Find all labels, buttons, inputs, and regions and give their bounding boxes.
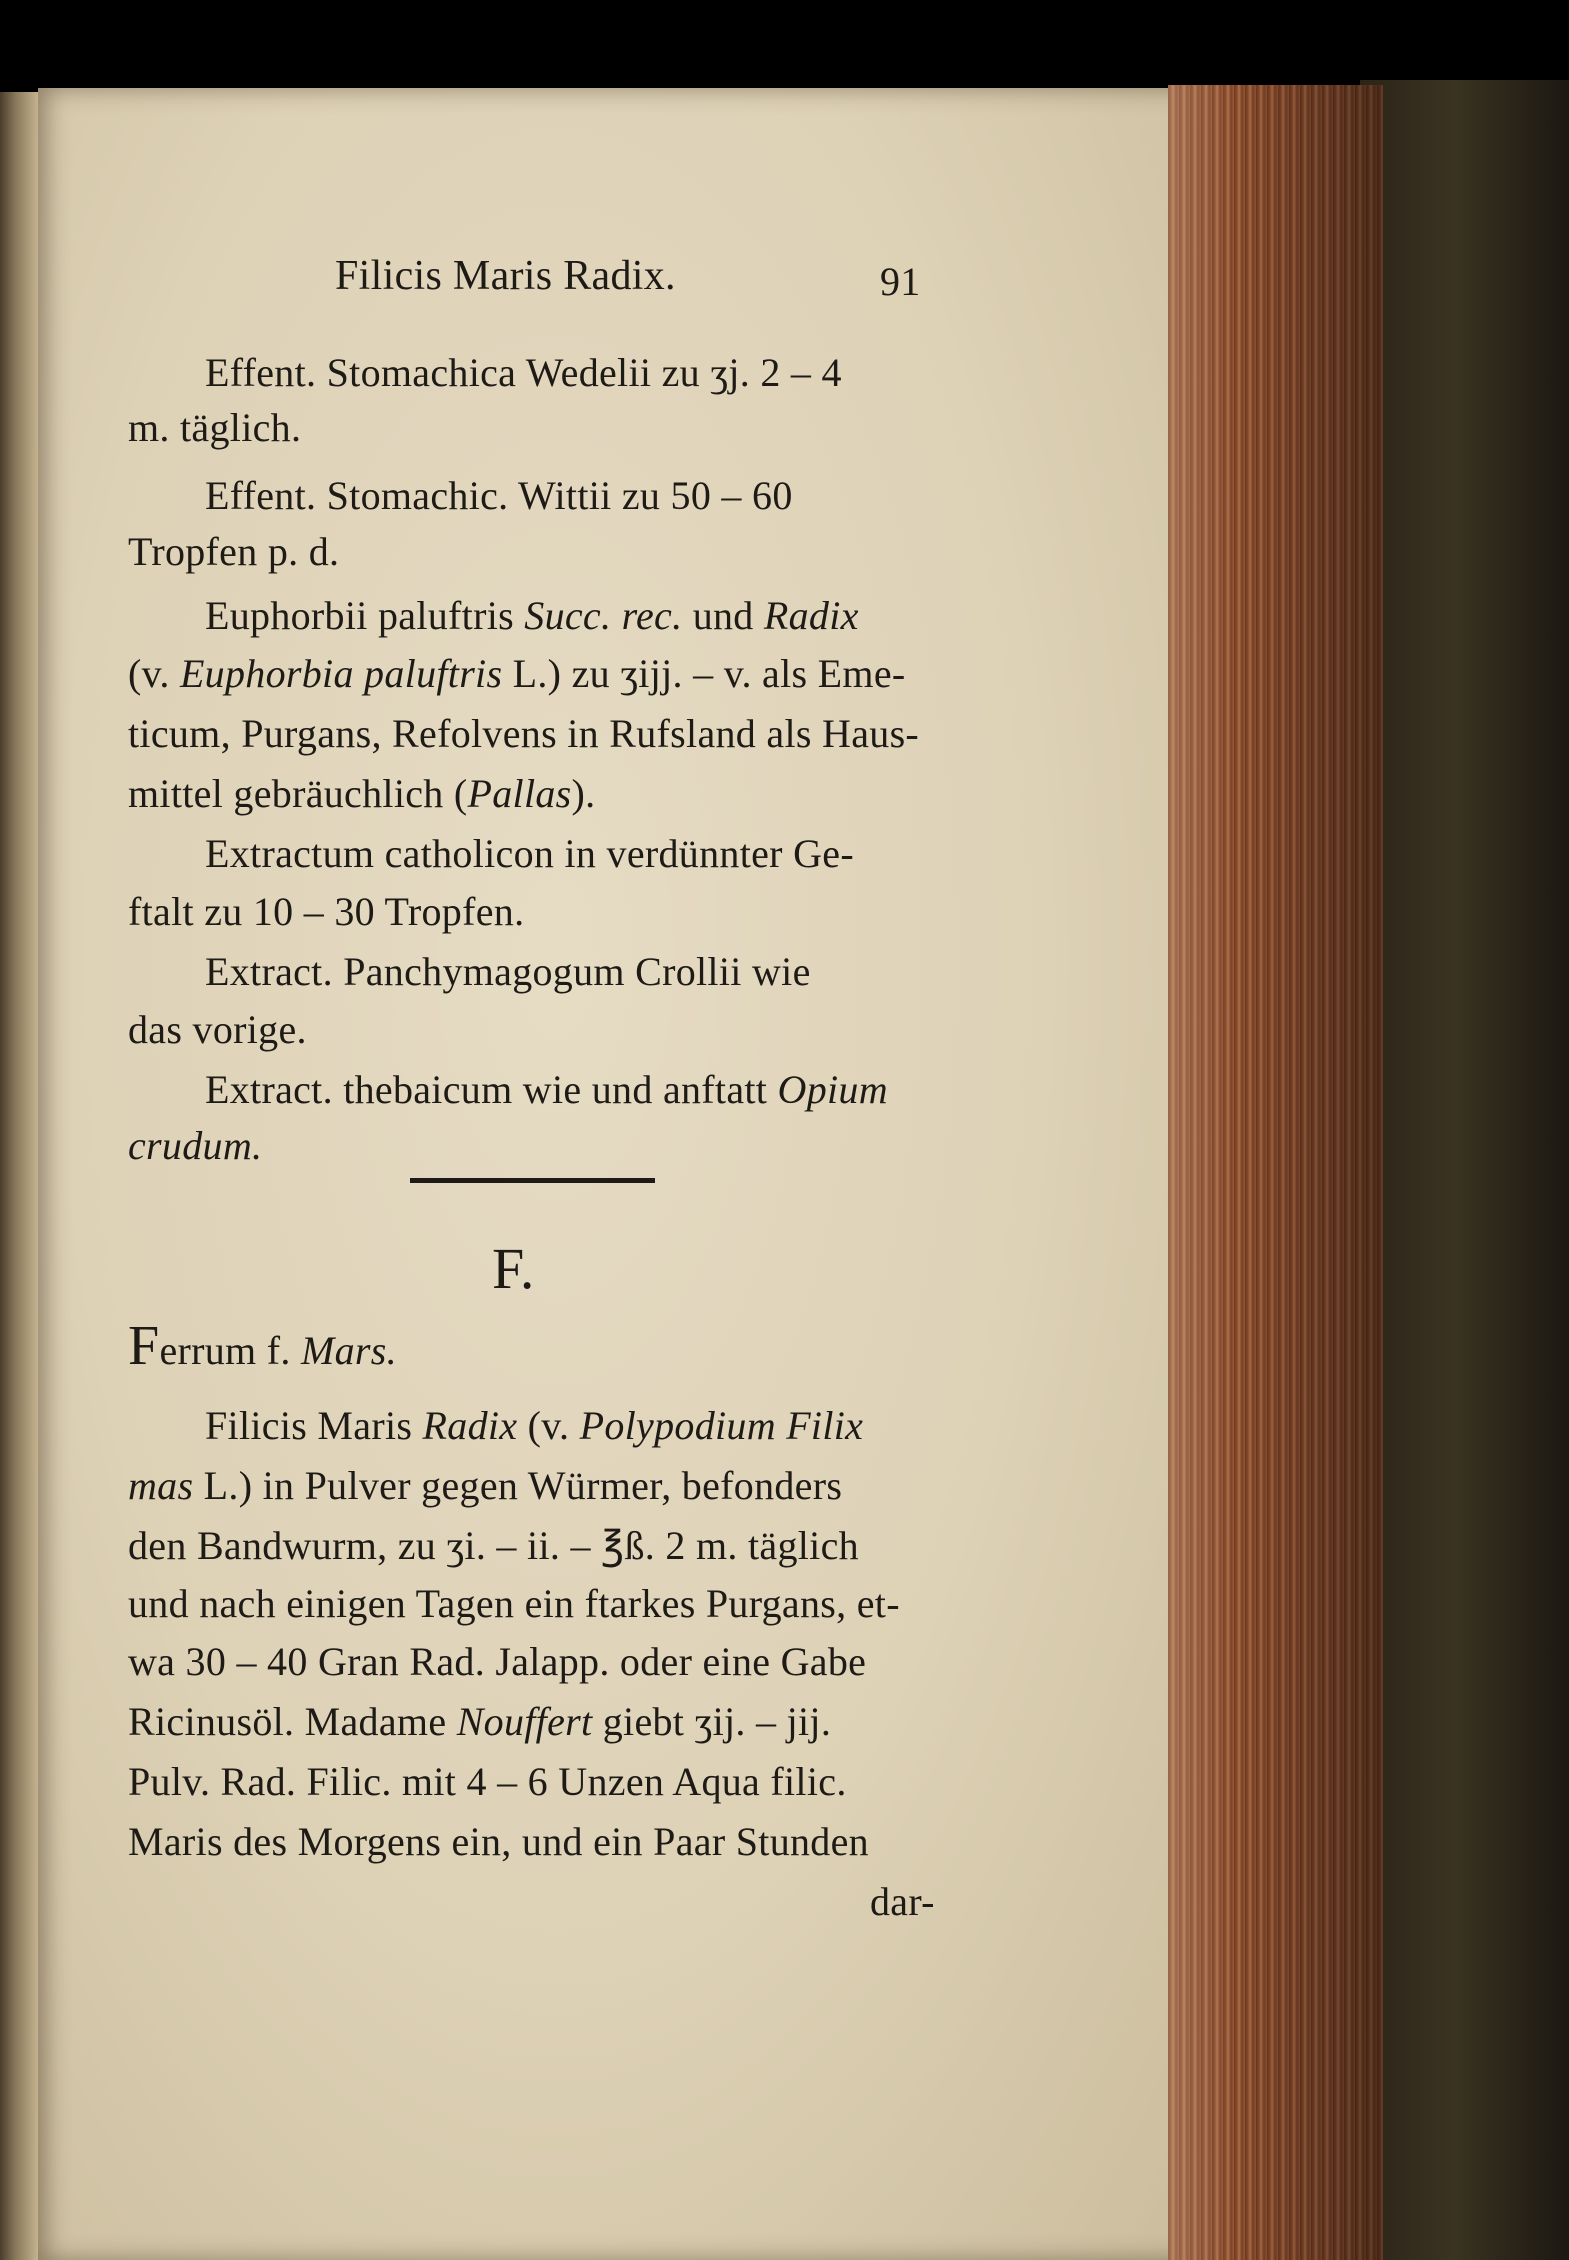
text-line — [128, 1004, 307, 1056]
text-segment: ftalt zu 10 – 30 Tropfen. — [128, 889, 525, 934]
ferrum-mars: Mars. — [300, 1328, 397, 1373]
text-line — [128, 402, 301, 454]
section-rule — [410, 1178, 655, 1183]
page-block-shading — [1168, 85, 1383, 2260]
text-segment: Filicis Maris — [205, 1403, 423, 1448]
text-segment: Effent. Stomachica Wedelii — [205, 350, 662, 395]
text-segment: L.) zu ʒijj. – v. als Eme- — [502, 651, 906, 696]
text-line — [205, 1064, 888, 1116]
text-segment: Extractum catholicon in verdünnter Ge- — [205, 831, 854, 876]
text-segment: das vorige. — [128, 1007, 307, 1052]
text-segment: (v. — [128, 651, 180, 696]
text-line — [128, 1756, 847, 1808]
text-segment: Euphorbii paluftris — [205, 593, 525, 638]
text-segment: Extract. thebaicum wie und anftatt — [205, 1067, 778, 1112]
italic-segment: Pallas — [467, 771, 572, 816]
section-letter: F. — [492, 1236, 535, 1301]
text-line — [128, 1120, 262, 1172]
italic-segment: Succ. rec. — [524, 593, 683, 638]
text-segment: mittel gebräuchlich ( — [128, 771, 468, 816]
text-segment: Tropfen p. d. — [128, 529, 340, 574]
text-segment: und nach einigen Tagen ein ftarkes Purgans, et- — [128, 1581, 900, 1626]
text-line — [128, 1460, 842, 1512]
text-line — [128, 1520, 859, 1572]
text-segment: L.) in Pulver gegen Würmer, befonders — [193, 1463, 843, 1508]
italic-segment: Opium — [777, 1067, 888, 1112]
page-number: 91 — [880, 259, 921, 304]
text-segment: wa 30 – 40 Gran Rad. Jalapp. oder eine Gabe — [128, 1639, 867, 1684]
text-line — [205, 1400, 863, 1452]
text-line — [128, 768, 595, 820]
text-line — [205, 828, 854, 880]
text-line — [205, 347, 842, 399]
running-head: Filicis Maris Radix. — [335, 253, 676, 299]
text-segment: und — [682, 593, 764, 638]
text-segment: giebt ʒij. – jij. — [592, 1699, 832, 1744]
text-segment: Ricinusöl. Madame — [128, 1699, 457, 1744]
facing-page-edge — [0, 92, 40, 2260]
text-segment: Maris des Morgens ein, und ein Paar Stunden — [128, 1819, 869, 1864]
italic-segment: Polypodium Filix — [579, 1403, 864, 1448]
text-line — [205, 946, 811, 998]
text-line — [128, 1636, 866, 1688]
text-segment: Pulv. Rad. Filic. mit 4 – 6 Unzen Aqua filic. — [128, 1759, 847, 1804]
italic-segment: Radix — [422, 1403, 518, 1448]
text-segment: Extract. Panchymagogum Crollii wie — [205, 949, 811, 994]
text-segment: ticum, Purgans, Refolvens in Rufsland als Haus- — [128, 711, 920, 756]
italic-segment: Nouffert — [456, 1699, 593, 1744]
text-line — [128, 1816, 869, 1868]
book-cover-board — [1360, 80, 1569, 2260]
text-line — [205, 590, 859, 642]
ferrum-text: errum f. — [159, 1328, 301, 1373]
text-line — [128, 886, 524, 938]
text-line — [205, 470, 793, 522]
text-segment: zu ʒj. 2 – 4 — [661, 350, 842, 395]
italic-segment: crudum. — [128, 1123, 263, 1168]
text-line — [128, 648, 906, 700]
italic-segment: Euphorbia paluftris — [179, 651, 503, 696]
text-line — [128, 708, 919, 760]
italic-segment: mas — [128, 1463, 194, 1508]
text-line — [128, 1578, 900, 1630]
italic-segment: Radix — [763, 593, 859, 638]
text-segment: Effent. Stomachic. Wittii — [205, 473, 622, 518]
text-line — [128, 526, 339, 578]
drop-initial: F — [128, 1315, 160, 1377]
ferrum-entry — [128, 1315, 397, 1377]
text-segment: ). — [571, 771, 596, 816]
text-line — [128, 1696, 831, 1748]
text-segment: den Bandwurm, zu ʒi. – ii. – ℥ß. 2 m. täglich — [128, 1523, 859, 1568]
text-segment: zu 50 – 60 — [621, 473, 793, 518]
text-segment: (v. — [517, 1403, 580, 1448]
catchword: dar- — [870, 1879, 935, 1924]
text-segment: m. täglich. — [128, 405, 302, 450]
